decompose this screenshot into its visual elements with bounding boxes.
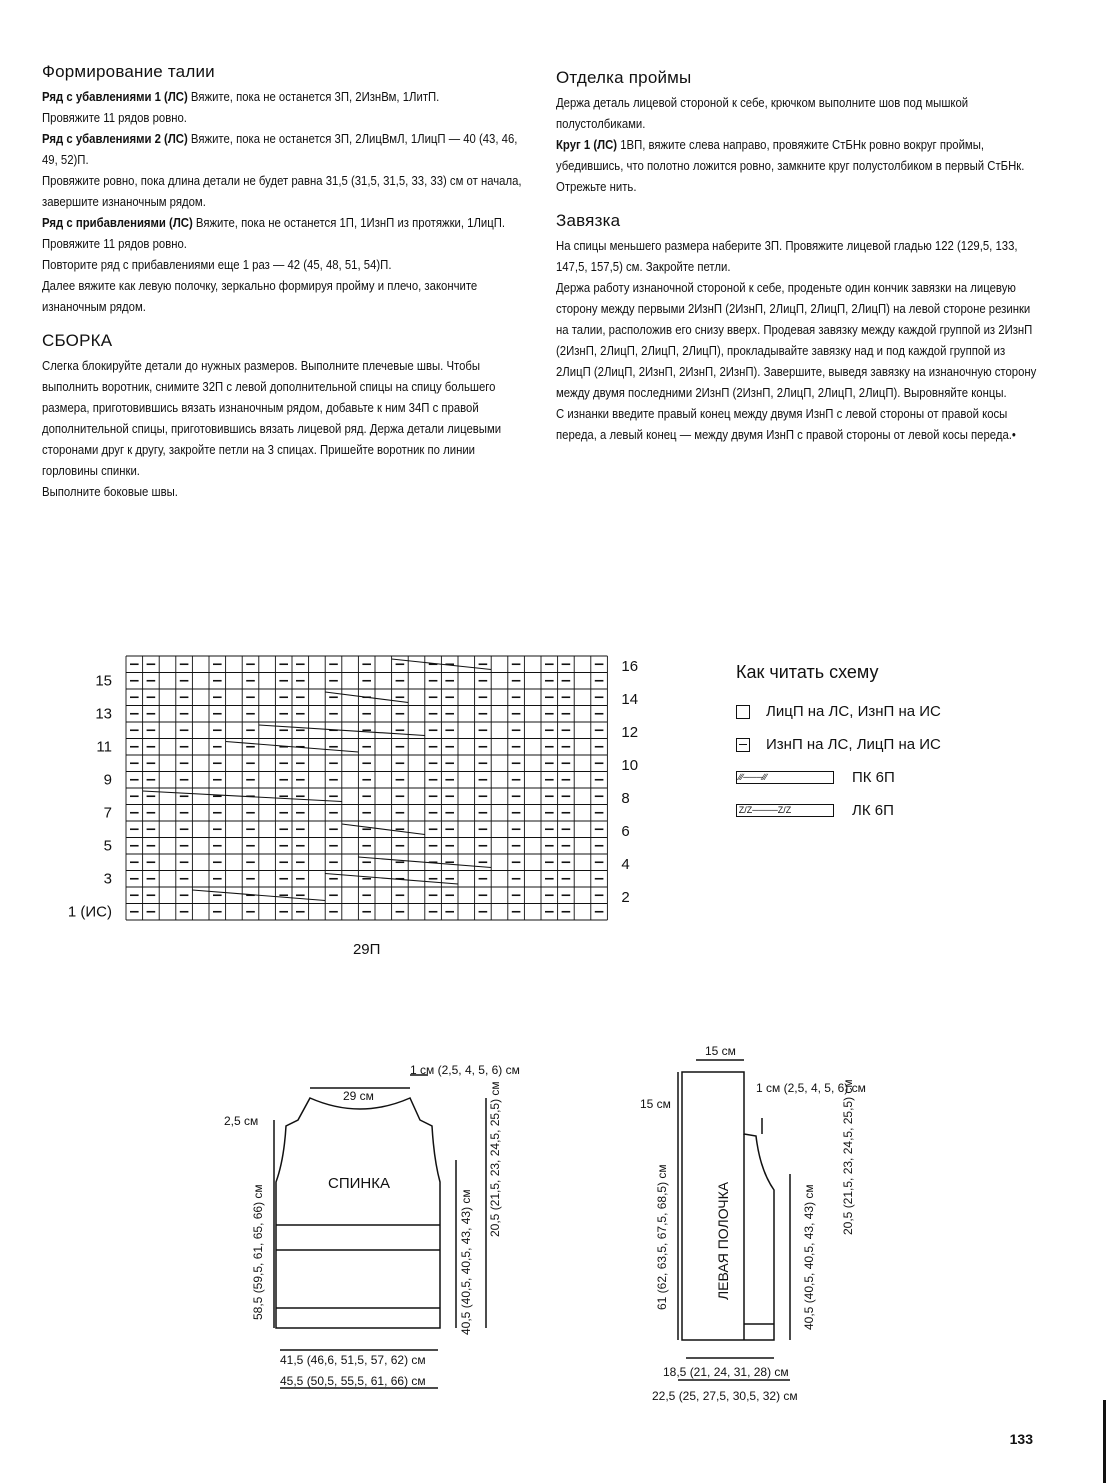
armhole-heading: Отделка проймы (556, 68, 692, 87)
front-shoulder: 1 см (2,5, 4, 5, 6) см (756, 1081, 866, 1095)
front-waist: 18,5 (21, 24, 31, 28) см (663, 1365, 789, 1379)
legend-knit-label: ЛицП на ЛС, ИзнП на ИС (766, 703, 941, 720)
chart-row-label-left: 9 (103, 771, 112, 789)
instruction-p6: Провяжите 11 рядов ровно. (42, 236, 187, 251)
chart-row-label-left: 3 (103, 870, 112, 888)
back-armhole: 20,5 (21,5, 23, 24,5, 25,5) см (488, 1081, 502, 1237)
chart-row-label-right: 4 (621, 855, 630, 873)
back-length: 58,5 (59,5, 61, 65, 66) см (251, 1184, 265, 1320)
chart-row-label-left: 15 (95, 672, 112, 690)
legend-lc (736, 794, 941, 827)
assembly-p2: Выполните боковые швы. (42, 484, 178, 499)
chart-row-label-right: 6 (621, 822, 630, 840)
instruction-p8: Далее вяжите как левую полочку, зеркально формируя пройму и плечо, закончите изнаночным рядом. (42, 278, 478, 314)
legend-rc (736, 761, 941, 794)
instruction-p7: Повторите ряд с прибавлениями еще 1 раз — 42 (45, 48, 51, 54)П. (42, 257, 392, 272)
legend-knit (736, 695, 941, 728)
schematics (200, 1030, 920, 1410)
legend-rc-label: ПК 6П (852, 769, 895, 786)
instruction-p4: Провяжите ровно, пока длина детали не будет равна 31,5 (31,5, 31,5, 33, 33) см от начала, завершите изнаночным рядом. (42, 173, 522, 209)
front-length: 61 (62, 63,5, 67,5, 68,5) см (655, 1164, 669, 1310)
chart-row-label-right: 10 (621, 756, 639, 774)
page-number: 133 (1009, 1431, 1033, 1447)
back-side: 40,5 (40,5, 40,5, 43, 43) см (459, 1189, 473, 1335)
chart-row-label-left: 5 (103, 837, 112, 855)
armhole-p1: Держа деталь лицевой стороной к себе, крючком выполните шов под мышкой полустолбиками. (556, 95, 969, 131)
chart-legend (736, 662, 941, 827)
instruction-p1: Ряд с убавлениями 1 (ЛС) Вяжите, пока не останется 3П, 2ИзнВм, 1ЛитП. (42, 89, 440, 104)
front-top-width: 15 см (705, 1044, 736, 1058)
chart-row-label-left: 13 (95, 705, 112, 723)
legend-purl (736, 728, 941, 761)
chart-row-label-left: 7 (103, 804, 112, 822)
front-schematic (678, 1060, 790, 1380)
left-column (42, 62, 542, 502)
front-hem: 22,5 (25, 27,5, 30,5, 32) см (652, 1389, 798, 1403)
instruction-p3: Ряд с убавлениями 2 (ЛС) Вяжите, пока не останется 3П, 2ЛицВмЛ, 1ЛицП — 40 (43, 46, 49, 52)П. (42, 131, 518, 167)
chart-stitch-count: 29П (352, 941, 381, 958)
chart-row-label-right: 8 (621, 789, 630, 807)
back-title: СПИНКА (328, 1175, 390, 1192)
armhole-p2: Круг 1 (ЛС) 1ВП, вяжите слева направо, провяжите СтБНк ровно вокруг проймы, убедившись, что полотно ложится ровно, замкните круг полустолбиком в первый СтБНк. Отрежьте нить. (556, 137, 1025, 194)
left-cable-symbol-icon: Z/Z────Z/Z (736, 804, 834, 817)
legend-purl-label: ИзнП на ЛС, ЛицП на ИС (766, 736, 941, 753)
front-side: 40,5 (40,5, 40,5, 43, 43) см (802, 1184, 816, 1330)
tie-p2: Держа работу изнаночной стороной к себе, проденьте один кончик завязки на лицевую сторону между первыми 2ИзнП (2ИзнП, 2ЛицП, 2ЛицП, 2ЛицП) на левой стороне резинки на талии, расположив его снизу вверх. Продевая завязку между каждой группой из 2ИзнП (2ИзнП, 2ЛицП, 2ЛицП, 2ЛицП), прокладывайте завязку над и под каждой группой из 2ЛицП (2ЛицП, 2ИзнП, 2ИзнП, 2ИзнП). Завершите, выведя завязку на изнаночную сторону между двумя последними 2ИзнП (2ИзнП, 2ЛицП, 2ЛицП, 2ЛицП). Выровняйте концы. (556, 280, 1037, 400)
right-cable-symbol-icon: ∕∕∕───∕∕∕ (736, 771, 834, 784)
tie-p3: С изнанки введите правый конец между двумя ИзнП с левой стороны от правой косы переда, а левый конец — между двумя ИзнП с правой стороны от левой косы переда.• (556, 406, 1016, 442)
instruction-p2: Провяжите 11 рядов ровно. (42, 110, 187, 125)
back-waist: 41,5 (46,6, 51,5, 57, 62) см (280, 1353, 426, 1367)
chart-row-label-right: 2 (621, 888, 630, 906)
front-armhole: 20,5 (21,5, 23, 24,5, 25,5) см (841, 1079, 855, 1235)
chart-row-label-left: 11 (96, 738, 112, 756)
assembly-p1: Слегка блокируйте детали до нужных размеров. Выполните плечевые швы. Чтобы выполнить воротник, снимите 32П с левой дополнительной спицы на спицу большего размера, приготовившись вязать изнаночным рядом, добавьте к ним 34П с правой дополнительной спицы, приготовившись вязать лицевой ряд. Держа детали лицевыми сторонами друг к другу, закройте петли на 3 спицах. Пришейте воротник по линии горловины спинки. (42, 358, 502, 478)
front-title: ЛЕВАЯ ПОЛОЧКА (715, 1181, 731, 1300)
knit-symbol-icon (736, 705, 750, 719)
chart-row-label-right: 12 (621, 723, 639, 741)
right-column (556, 68, 1056, 445)
front-side-top: 15 см (640, 1097, 671, 1111)
chart-row-label-right: 16 (621, 657, 639, 675)
chart-row-label-right: 14 (621, 690, 639, 708)
back-top-width: 29 см (343, 1089, 374, 1103)
legend-lc-label: ЛК 6П (852, 802, 894, 819)
instruction-p5: Ряд с прибавлениями (ЛС) Вяжите, пока не останется 1П, 1ИзнП из протяжки, 1ЛицП. (42, 215, 506, 230)
back-schematic (274, 1075, 486, 1388)
cable-cross (342, 824, 425, 835)
schematics-svg (200, 1030, 920, 1410)
tie-heading: Завязка (556, 211, 621, 230)
back-shoulder: 1 см (2,5, 4, 5, 6) см (410, 1063, 520, 1077)
chart-grid (40, 650, 660, 970)
chart-row-label-left: 1 (ИС) (67, 903, 112, 921)
purl-symbol-icon (736, 738, 750, 752)
waist-heading: Формирование талии (42, 62, 215, 81)
legend-title: Как читать схему (736, 662, 879, 682)
tie-p1: На спицы меньшего размера наберите 3П. Провяжите лицевой гладью 122 (129,5, 133, 147,5, 157,5) см. Закройте петли. (556, 238, 1018, 274)
back-neck: 2,5 см (224, 1114, 259, 1128)
knitting-chart (40, 650, 660, 970)
back-hem: 45,5 (50,5, 55,5, 61, 66) см (280, 1374, 426, 1388)
assembly-heading: СБОРКА (42, 331, 113, 350)
